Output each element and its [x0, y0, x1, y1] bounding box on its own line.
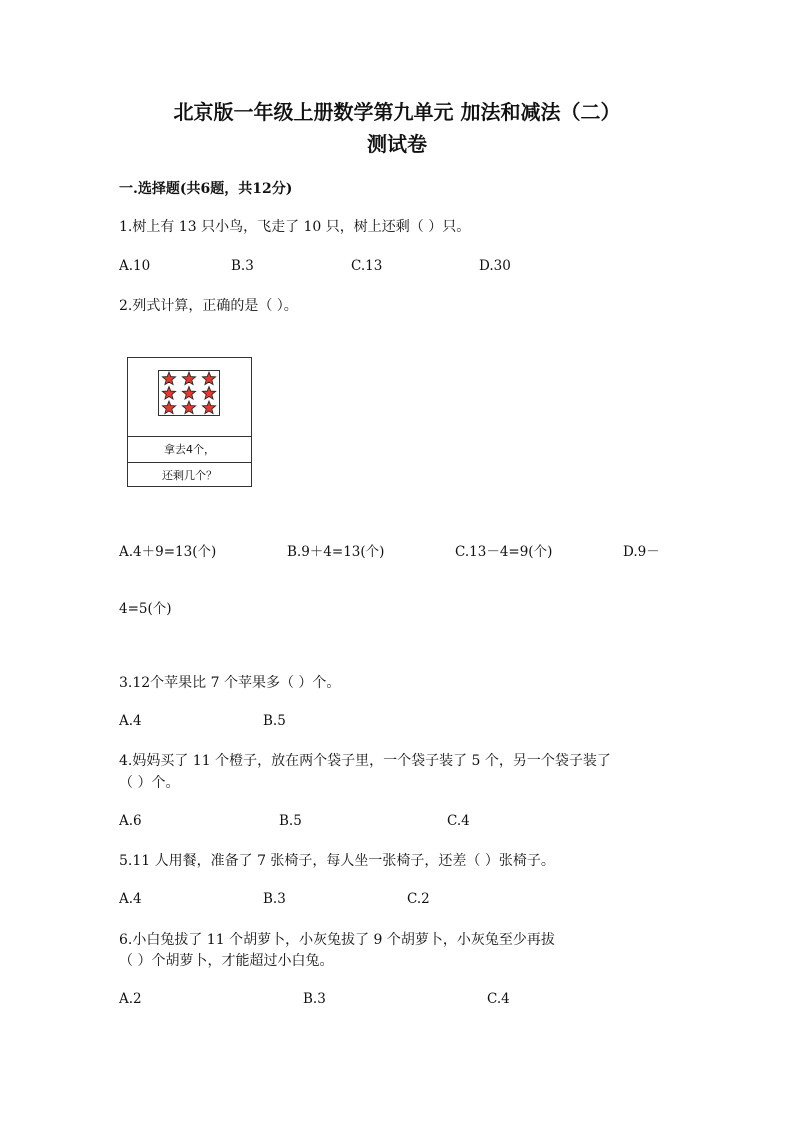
title-line-1: 北京版一年级上册数学第九单元 加法和减法（二） [173, 100, 621, 124]
star-box [158, 370, 220, 416]
figure-caption-2: 还剩几个？ [128, 462, 251, 489]
star-icon [162, 372, 175, 385]
question-2: 2.列式计算，正确的是（ ）。 [119, 298, 298, 314]
q4-option-c: C.4 [447, 813, 470, 829]
q2-option-d: D.9－ [623, 544, 660, 560]
q5-option-c: C.2 [407, 891, 430, 907]
q6-option-c: C.4 [487, 991, 510, 1007]
q4-option-b: B.5 [279, 813, 302, 829]
q1-option-a: A.10 [119, 258, 151, 274]
q1-option-d: D.30 [479, 258, 511, 274]
q6-option-b: B.3 [303, 991, 326, 1007]
question-5: 5.11 人用餐，准备了 7 张椅子，每人坐一张椅子，还差（ ）张椅子。 [119, 853, 555, 869]
q2-option-b: B.9＋4=13(个) [287, 544, 385, 560]
star-icon [182, 387, 195, 400]
q5-option-b: B.3 [263, 891, 286, 907]
star-icon [202, 372, 215, 385]
star-icon [182, 372, 195, 385]
question-4-line-2: （ ）个。 [119, 775, 180, 791]
q2-option-d-continued: 4=5(个) [119, 601, 172, 617]
q1-option-b: B.3 [231, 258, 254, 274]
question-2-figure [127, 357, 252, 487]
star-icon [162, 387, 175, 400]
q2-option-a: A.4＋9=13(个) [119, 544, 217, 560]
star-grid [159, 371, 219, 415]
q6-option-a: A.2 [119, 991, 142, 1007]
question-1: 1.树上有 13 只小鸟，飞走了 10 只，树上还剩（ ）只。 [119, 219, 471, 235]
q1-option-c: C.13 [351, 258, 383, 274]
question-3: 3.12个苹果比 7 个苹果多（ ）个。 [119, 675, 341, 691]
star-icon [182, 401, 195, 414]
question-4: 4.妈妈买了 11 个橙子，放在两个袋子里，一个袋子装了 5 个，另一个袋子装了 [119, 753, 611, 769]
figure-caption-1: 拿去4个， [128, 436, 251, 463]
page-title [0, 96, 794, 160]
star-icon [202, 401, 215, 414]
section-heading: 一.选择题(共6题，共12分) [119, 181, 293, 197]
star-icon [162, 401, 175, 414]
q5-option-a: A.4 [119, 891, 142, 907]
star-icon [202, 387, 215, 400]
title-line-2: 测试卷 [367, 132, 427, 156]
q3-option-a: A.4 [119, 713, 142, 729]
q3-option-b: B.5 [263, 713, 286, 729]
q2-option-c: C.13－4=9(个) [455, 544, 553, 560]
question-6-line-2: （ ）个胡萝卜，才能超过小白兔。 [119, 953, 334, 969]
q4-option-a: A.6 [119, 813, 142, 829]
question-6: 6.小白兔拔了 11 个胡萝卜，小灰兔拔了 9 个胡萝卜，小灰兔至少再拔 [119, 932, 555, 948]
